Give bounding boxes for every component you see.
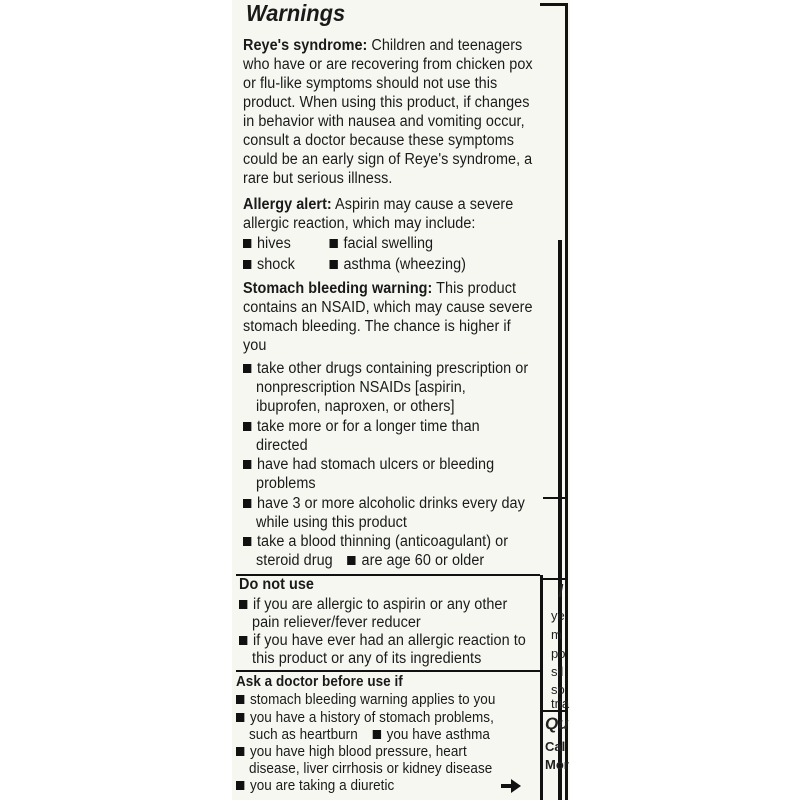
side-line-6: tria	[551, 696, 570, 711]
side-panel-divider	[540, 575, 543, 800]
side-panel-rule-1	[543, 497, 565, 499]
ask-doctor-item-2-line-1: you have a history of stomach problems,	[236, 709, 494, 728]
stomach-item-5-line-2: steroid drug are age 60 or older	[256, 552, 485, 569]
reyes-line-3: or flu-like symptoms should not use this	[243, 75, 498, 92]
stomach-item-3-line-1: have had stomach ulcers or bleeding	[243, 456, 494, 475]
bullet-square-icon	[239, 636, 247, 645]
allergy-item-row-1: hives facial swelling	[243, 235, 433, 254]
bullet-square-icon	[243, 460, 251, 469]
ask-doctor-divider	[236, 670, 540, 672]
stomach-item-1-line-3: ibuprofen, naproxen, or others]	[256, 398, 455, 415]
bullet-square-icon	[373, 730, 381, 739]
do-not-use-item-1-line-2: pain reliever/fever reducer	[252, 614, 421, 631]
ask-doctor-asthma-item: you have asthma	[386, 727, 490, 743]
ask-doctor-item-3-line-1: you have high blood pressure, heart	[236, 743, 467, 762]
side-panel-rule-2	[543, 578, 565, 580]
allergy-item-row-2: shock asthma (wheezing)	[243, 256, 466, 275]
warnings-heading: Warnings	[246, 0, 346, 26]
stomach-line-1: Stomach bleeding warning: This product	[243, 280, 517, 297]
bullet-square-icon	[236, 713, 244, 722]
side-line-4: sil	[551, 664, 564, 679]
allergy-title: Allergy alert:	[243, 196, 332, 213]
stomach-line-3: stomach bleeding. The chance is higher if	[243, 318, 511, 335]
bullet-square-icon	[243, 260, 251, 269]
ask-doctor-title: Ask a doctor before use if	[236, 674, 403, 690]
stomach-line-4: you	[243, 337, 267, 354]
side-line-2: m	[551, 627, 562, 642]
ask-doctor-item-4: you are taking a diuretic	[236, 777, 394, 796]
allergy-line-1: Allergy alert: Aspirin may cause a severe	[243, 196, 514, 213]
bullet-square-icon	[243, 537, 251, 546]
bullet-square-icon	[329, 239, 337, 248]
stomach-item-4-line-1: have 3 or more alcoholic drinks every day	[243, 495, 525, 514]
stomach-item-5-line-1: take a blood thinning (anticoagulant) or	[243, 533, 508, 552]
side-line-5: so	[551, 682, 565, 697]
bullet-square-icon	[236, 781, 244, 790]
bullet-square-icon	[348, 556, 356, 565]
bullet-square-icon	[243, 499, 251, 508]
allergy-line-2: allergic reaction, which may include:	[243, 215, 476, 232]
reyes-title: Reye's syndrome:	[243, 37, 368, 54]
reyes-line-5: in behavior with nausea and vomiting occur,	[243, 113, 525, 130]
stomach-item-2-line-2: directed	[256, 437, 308, 454]
bullet-square-icon	[236, 695, 244, 704]
stomach-line-2: contains an NSAID, which may cause severe	[243, 299, 533, 316]
bullet-square-icon	[236, 747, 244, 756]
do-not-use-title: Do not use	[239, 576, 314, 593]
side-cal-fragment: Cal	[545, 739, 566, 754]
reyes-line-1: Reye's syndrome: Children and teenagers	[243, 37, 523, 54]
side-q-fragment: Qu	[545, 714, 569, 733]
do-not-use-item-2-line-1: if you have ever had an allergic reaction to	[239, 632, 526, 651]
stomach-age-item: are age 60 or older	[361, 552, 485, 569]
bullet-square-icon	[243, 422, 251, 431]
reyes-line-2: who have or are recovering from chicken pox	[243, 56, 533, 73]
reyes-line-8: rare but serious illness.	[243, 170, 393, 187]
do-not-use-item-1-line-1: if you are allergic to aspirin or any other	[239, 596, 507, 615]
side-heading-fragment: I	[558, 581, 564, 601]
side-line-3: po	[551, 646, 566, 661]
side-line-1: ye	[551, 608, 565, 623]
ask-doctor-item-3-line-2: disease, liver cirrhosis or kidney disease	[249, 761, 493, 777]
do-not-use-item-2-line-2: this product or any of its ingredients	[252, 650, 482, 667]
reyes-line-7: could be an early sign of Reye's syndrome, a	[243, 151, 533, 168]
stomach-title: Stomach bleeding warning:	[243, 280, 433, 297]
reyes-line-4: product. When using this product, if changes	[243, 94, 530, 111]
ask-doctor-item-1: stomach bleeding warning applies to you	[236, 691, 495, 710]
reyes-line-6: consult a doctor because these symptoms	[243, 132, 515, 149]
bullet-square-icon	[243, 364, 251, 373]
stomach-item-1-line-1: take other drugs containing prescription or	[243, 360, 528, 379]
bullet-square-icon	[239, 600, 247, 609]
bullet-square-icon	[329, 260, 337, 269]
side-mor-fragment: Mor	[545, 757, 569, 772]
continue-arrow-icon	[501, 779, 521, 793]
stomach-item-1-line-2: nonprescription NSAIDs [aspirin,	[256, 379, 466, 396]
ask-doctor-item-2-line-2: such as heartburn you have asthma	[249, 727, 490, 743]
stomach-item-2-line-1: take more or for a longer time than	[243, 418, 480, 437]
stomach-item-4-line-2: while using this product	[256, 514, 407, 531]
right-border-line	[565, 5, 568, 800]
bullet-square-icon	[243, 239, 251, 248]
stomach-item-3-line-2: problems	[256, 475, 316, 492]
top-border-line	[540, 3, 568, 6]
